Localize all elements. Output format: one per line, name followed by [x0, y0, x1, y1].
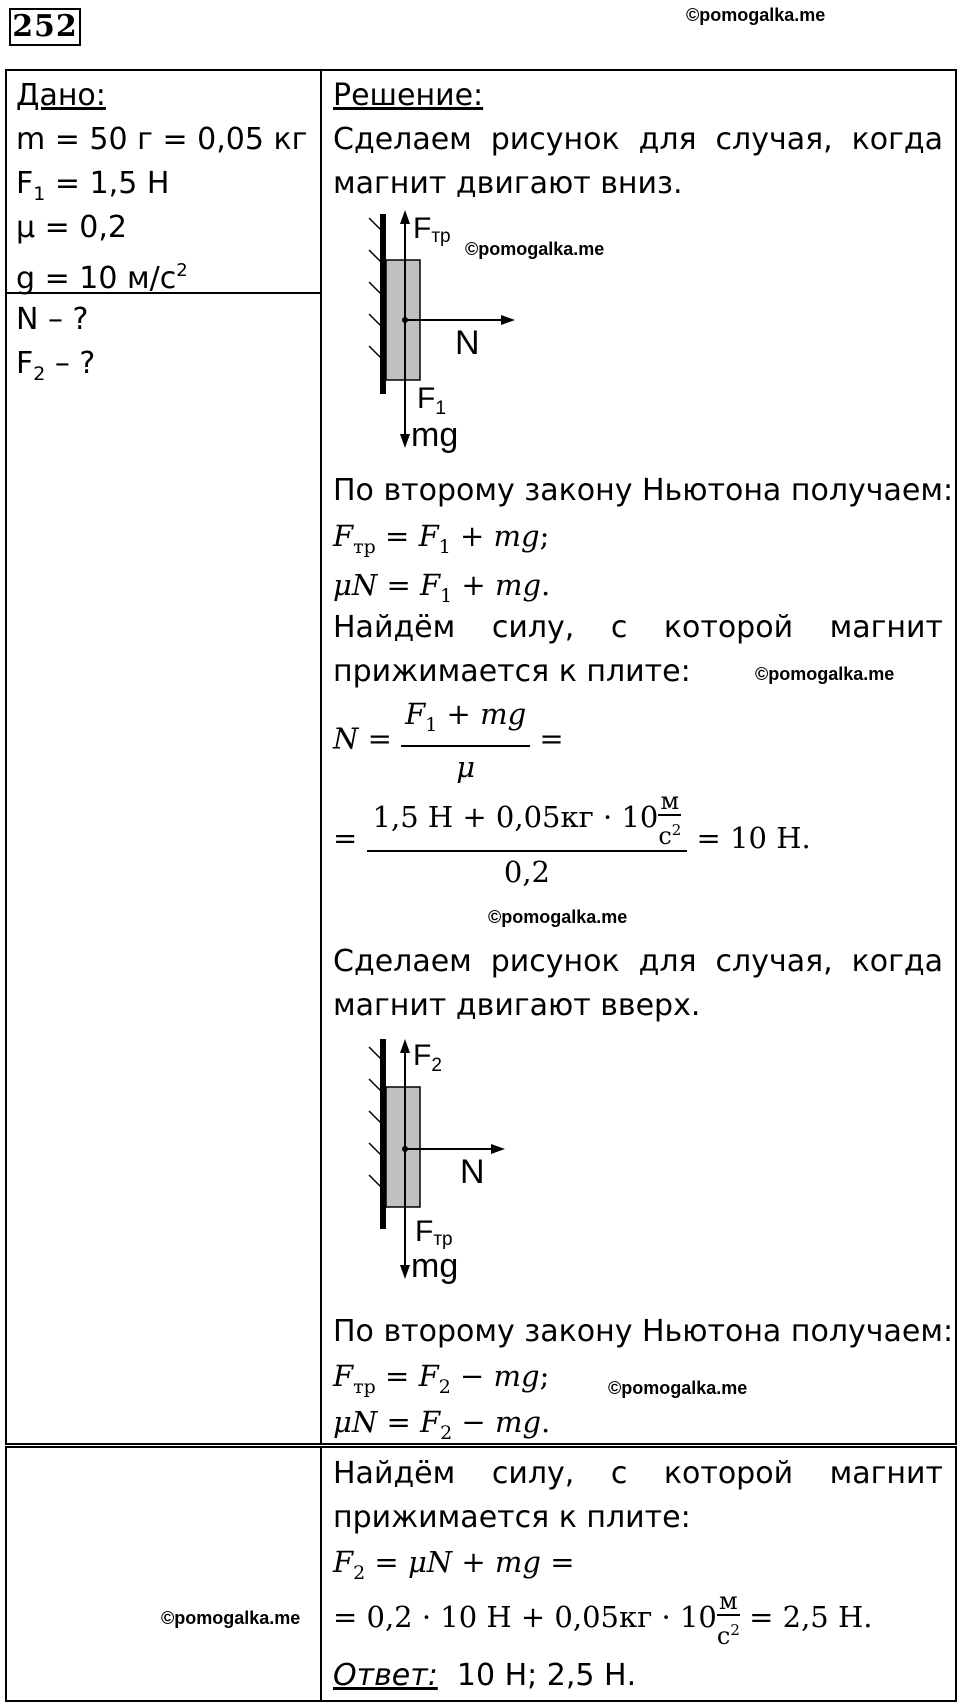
- watermark-mid: ©pomogalka.me: [755, 664, 895, 684]
- find-f2: [16, 342, 95, 396]
- equation-7: $F_2 = \mu N$ + mg =: [333, 1545, 575, 1584]
- problem-number: 252: [9, 8, 81, 46]
- force-diagram-up: [355, 1037, 555, 1287]
- answer-value: 10 Н; 2,5 Н.: [456, 1658, 637, 1693]
- label-f2: $F_2$: [413, 1039, 442, 1076]
- watermark-eq5: ©pomogalka.me: [608, 1378, 748, 1398]
- equation-8: = 0,2 · 10 Н + 0,05кг · 10 $\frac{м}{с^2}$ = 2,5 Н.: [333, 1587, 873, 1650]
- paragraph-find-force: Найдём силу, с которой магнит прижимается к плите:: [333, 610, 943, 689]
- f2-symbol: F: [16, 346, 34, 381]
- label-mg: mg: [411, 416, 459, 454]
- column-divider-2: [320, 1446, 322, 1702]
- label-n: N: [455, 324, 480, 362]
- answer-label: Ответ:: [333, 1658, 438, 1693]
- equation-3: N = $\frac{F_1 + mg}{\mu}$ =: [333, 694, 564, 787]
- f1-subscript: 1: [33, 183, 46, 205]
- normal-arrow-head: [501, 315, 515, 325]
- equation-4: = 1,5 Н + 0,05кг · 10 $\frac{м}{с^2}$ 0,2 = 10 Н.: [333, 788, 811, 892]
- watermark-fig1: ©pomogalka.me: [465, 239, 605, 259]
- watermark-mid-2: ©pomogalka.me: [488, 907, 628, 927]
- given-header: Дано:: [16, 78, 106, 113]
- gravity-arrow-head: [400, 434, 410, 448]
- force-origin: [402, 317, 408, 323]
- f1-symbol: F: [16, 166, 34, 201]
- equation-1: $F_{тр} = F_1$ + mg;: [333, 519, 550, 558]
- f2-question: – ?: [45, 346, 96, 381]
- f2-subscript: 2: [33, 363, 46, 385]
- given-mu: μ = 0,2: [16, 210, 128, 245]
- given-mass: m = 50 г = 0,05 кг: [16, 122, 308, 157]
- f2-arrow-head: [400, 1039, 410, 1053]
- answer-line: [333, 1654, 636, 1698]
- wall-hatch: [369, 218, 381, 358]
- label-f1: $F_1$: [417, 382, 446, 419]
- g-value: g = 10 м/с: [16, 261, 177, 296]
- newton-line-1: По второму закону Ньютона получаем:: [333, 473, 954, 508]
- normal-arrow-head: [491, 1144, 505, 1154]
- watermark: ©pomogalka.me: [686, 5, 826, 25]
- paragraph-find-force-2: Найдём силу, с которой магнит прижимается к плите:: [333, 1456, 943, 1535]
- find-n: N – ?: [16, 302, 89, 337]
- equation-2: $\mu N = F_1$ + mg.: [333, 568, 551, 607]
- label-f-tr: Fтр: [415, 1215, 453, 1250]
- label-n: N: [460, 1153, 485, 1191]
- equation-6: $\mu N = F_2$ − mg.: [333, 1405, 551, 1444]
- label-mg: mg: [411, 1247, 459, 1285]
- column-divider: [320, 69, 322, 1445]
- equation-5: $F_{тр} = F_2$ − mg;: [333, 1359, 550, 1398]
- newton-line-2: По второму закону Ньютона получаем:: [333, 1314, 954, 1349]
- f1-value: = 1,5 Н: [45, 166, 170, 201]
- paragraph-down: Сделаем рисунок для случая, когда магнит двигают вниз.: [333, 122, 943, 201]
- wall-hatch: [369, 1047, 381, 1187]
- unit-fraction: $\frac{м}{с^2}$: [716, 1587, 740, 1650]
- paragraph-up: Сделаем рисунок для случая, когда магнит двигают вверх.: [333, 944, 943, 1023]
- gravity-arrow-head: [400, 1265, 410, 1279]
- fraction-n: $\frac{F_1 + mg}{\mu}$: [401, 694, 530, 787]
- given-gravity: [16, 249, 188, 301]
- watermark-bottom: ©pomogalka.me: [161, 1608, 301, 1628]
- g-superscript: 2: [176, 260, 188, 281]
- solution-header: Решение:: [333, 78, 484, 113]
- friction-arrow-head: [400, 210, 410, 224]
- fraction-n-value: 1,5 Н + 0,05кг · 10 $\frac{м}{с^2}$ 0,2: [367, 788, 688, 892]
- force-origin: [402, 1146, 408, 1152]
- label-f-tr: Fтр: [413, 212, 451, 247]
